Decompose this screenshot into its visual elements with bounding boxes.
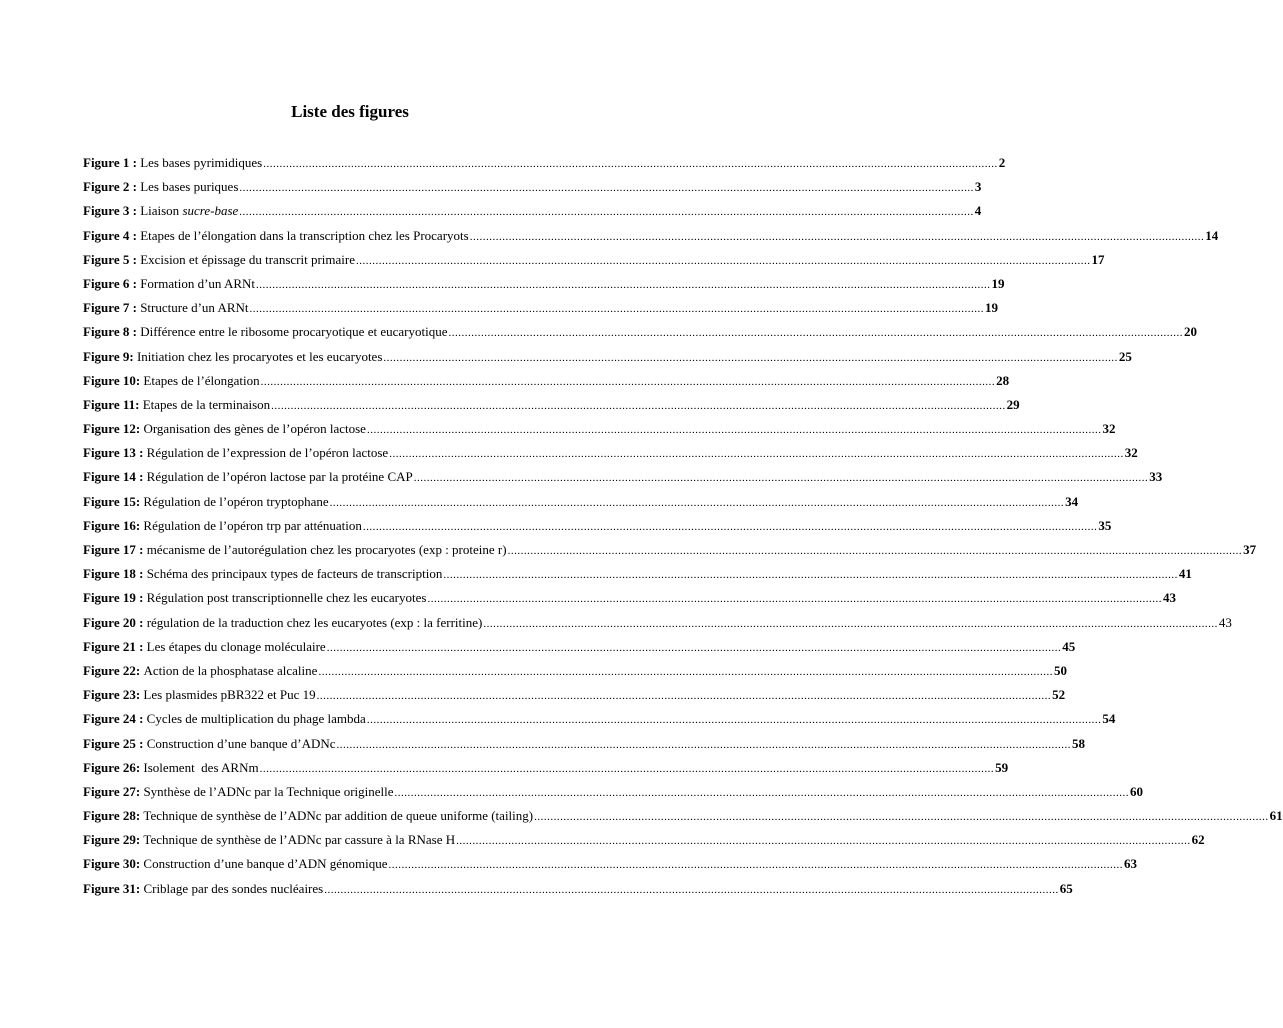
figure-label: Figure 10:	[83, 372, 141, 388]
figure-title	[140, 228, 469, 244]
figure-entry[interactable]	[83, 203, 982, 227]
figure-title-text: Différence entre le ribosome procaryotique et eucaryotique	[140, 324, 448, 340]
figure-label: Figure 30:	[83, 856, 141, 872]
figure-label: Figure 7	[83, 300, 130, 316]
figure-entry[interactable]	[83, 421, 1116, 445]
figure-title	[147, 566, 443, 582]
dot-leader	[250, 303, 985, 315]
figure-separator: :	[135, 783, 144, 799]
figure-entry[interactable]	[83, 445, 1138, 469]
dot-leader	[363, 521, 1098, 533]
figure-title	[140, 155, 262, 171]
dot-leader	[483, 618, 1218, 630]
dot-leader	[448, 327, 1183, 339]
figure-title-text: Régulation de l’opéron trp par atténuation	[143, 517, 362, 533]
figure-title	[147, 469, 413, 485]
figure-title	[140, 324, 447, 340]
figure-label: Figure 4	[83, 227, 130, 243]
page-number: 65	[1059, 880, 1073, 896]
page-number: 32	[1124, 445, 1138, 461]
dot-leader	[534, 811, 1269, 823]
figure-title-text: Les bases pyrimidiques	[140, 155, 263, 170]
page-number: 34	[1065, 493, 1079, 509]
dot-leader	[367, 424, 1102, 436]
figure-entry[interactable]	[83, 687, 1066, 711]
page-number: 58	[1072, 735, 1086, 751]
page-number: 33	[1149, 469, 1163, 485]
page-number: 54	[1102, 711, 1116, 727]
figure-title-text: Les bases puriques	[140, 179, 239, 195]
figure-list	[83, 155, 1283, 905]
page-number: 61	[1269, 808, 1283, 824]
figure-title-text: Technique de synthèse de l’ADNc par addition de queue uniforme (tailing)	[143, 808, 534, 824]
figure-title-text: Etapes de l’élongation dans la transcription chez les Procaryots	[140, 227, 469, 243]
figure-title-text: Formation d’un ARNt	[140, 275, 256, 291]
figure-title	[143, 494, 328, 510]
dot-leader	[395, 787, 1130, 799]
figure-separator: :	[129, 155, 141, 170]
figure-label: Figure 6	[83, 275, 130, 291]
page-number: 25	[1118, 348, 1132, 364]
figure-entry[interactable]	[83, 493, 1079, 518]
figure-title	[143, 373, 259, 389]
page-number: 19	[985, 300, 999, 316]
figure-title	[143, 784, 393, 800]
figure-title-text: Etapes de l’élongation	[143, 372, 260, 388]
figure-label: Figure 26:	[83, 759, 141, 775]
figure-title	[147, 615, 483, 631]
figure-separator: :	[129, 203, 141, 219]
figure-title	[143, 397, 270, 413]
figure-label: Figure 23:	[83, 687, 141, 703]
figure-title-text: Initiation chez les procaryotes et les eucaryotes	[136, 348, 383, 364]
dot-leader	[271, 400, 1006, 412]
dot-leader	[324, 884, 1059, 896]
page-title: Liste des figures	[291, 102, 409, 121]
dot-leader	[318, 666, 1053, 678]
figure-label: Figure 29:	[83, 832, 141, 848]
dot-leader	[239, 206, 974, 218]
figure-title	[143, 832, 455, 848]
figure-title-text: Régulation de l’expression de l’opéron lactose	[146, 445, 389, 461]
figure-title	[137, 349, 382, 365]
figure-title	[147, 639, 326, 655]
figure-entry[interactable]	[83, 711, 1116, 735]
figure-title-text: Technique de synthèse de l’ADNc par cassure à la RNase H	[143, 832, 456, 848]
figure-label: Figure 31	[83, 880, 136, 896]
page-number: 62	[1191, 832, 1205, 848]
dot-leader	[330, 497, 1065, 509]
page-number: 52	[1052, 687, 1066, 703]
figure-separator: :	[135, 566, 147, 582]
figure-separator: :	[135, 396, 143, 412]
dot-leader	[256, 279, 991, 291]
figure-separator: :	[129, 227, 141, 243]
figure-title-text: Les plasmides pBR322 et Puc 19	[143, 687, 316, 703]
figure-title-text: Régulation post transcriptionnelle chez les eucaryotes	[146, 590, 427, 606]
page-number: 20	[1183, 324, 1197, 340]
dot-leader	[427, 593, 1162, 605]
figure-label: Figure 11	[83, 396, 136, 412]
dot-leader	[470, 231, 1205, 243]
dot-leader	[263, 158, 998, 170]
figure-title	[140, 276, 255, 292]
figure-entry[interactable]	[83, 251, 1105, 276]
figure-separator: :	[135, 542, 147, 557]
figure-entry[interactable]	[83, 227, 1219, 252]
page-number: 29	[1006, 396, 1020, 412]
figure-label: Figure 15:	[83, 493, 141, 509]
dot-leader	[456, 835, 1191, 847]
page-number: 50	[1053, 662, 1067, 678]
dot-leader	[443, 569, 1178, 581]
figure-title	[140, 203, 238, 219]
page-number: 37	[1243, 542, 1257, 557]
figure-title	[140, 300, 248, 316]
page-number: 2	[998, 155, 1006, 170]
page-number: 59	[995, 759, 1009, 775]
figure-separator: :	[129, 179, 141, 195]
figure-label: Figure 21 :	[83, 638, 144, 654]
figure-label: Figure 8	[83, 324, 130, 340]
page-number: 63	[1123, 856, 1137, 872]
figure-entry[interactable]	[83, 348, 1132, 373]
figure-entry[interactable]	[83, 759, 1009, 784]
figure-label: Figure 27	[83, 783, 136, 799]
figure-title	[143, 687, 315, 703]
figure-separator: :	[135, 735, 147, 751]
figure-separator: :	[135, 614, 147, 630]
figure-entry[interactable]	[83, 783, 1144, 808]
figure-entry[interactable]	[83, 566, 1192, 590]
figure-title-text: Cycles de multiplication du phage lambda	[146, 711, 366, 727]
figure-title	[143, 856, 387, 872]
figure-label: Figure 16:	[83, 517, 141, 533]
figure-title-text: Criblage par des sondes nucléaires	[143, 880, 324, 896]
figure-title	[143, 808, 533, 824]
figure-label: Figure 12	[83, 421, 136, 437]
dot-leader	[508, 545, 1243, 557]
figure-title-text: Isolement des ARNm	[143, 759, 259, 775]
figure-separator: :	[135, 662, 144, 678]
dot-leader	[261, 376, 996, 388]
figure-label: Figure 28:	[83, 808, 141, 824]
figure-entry[interactable]	[83, 638, 1076, 663]
figure-label: Figure 17	[83, 542, 136, 557]
figure-title-text: Les étapes du clonage moléculaire	[146, 638, 326, 654]
figure-separator: :	[135, 421, 144, 437]
page-number: 32	[1102, 421, 1116, 437]
page-number: 43	[1162, 590, 1176, 606]
dot-leader	[327, 642, 1062, 654]
page-number: 19	[991, 275, 1005, 291]
figure-entry[interactable]	[83, 832, 1205, 856]
figure-title	[147, 736, 336, 752]
figure-entry[interactable]	[83, 614, 1232, 639]
dot-leader	[383, 352, 1118, 364]
figure-title	[143, 663, 317, 679]
dot-leader	[389, 448, 1124, 460]
figure-title	[143, 760, 258, 776]
figure-entry[interactable]	[83, 590, 1176, 614]
figure-separator: :	[129, 348, 137, 364]
figure-title-text: Action de la phosphatase alcaline	[143, 662, 318, 678]
figure-entry[interactable]	[83, 396, 1020, 421]
page-number: 43	[1218, 614, 1232, 630]
dot-leader	[337, 739, 1072, 751]
figure-title-text: Régulation de l’opéron tryptophane	[143, 493, 329, 509]
figure-title-text: Liaison	[140, 203, 183, 219]
figure-label: Figure 1	[83, 155, 130, 170]
figure-title-italic: sucre-base	[182, 203, 239, 219]
figure-title-text: Régulation de l’opéron lactose par la protéine CAP	[146, 469, 413, 485]
figure-label: Figure 5	[83, 251, 130, 267]
dot-leader	[367, 714, 1102, 726]
figure-label: Figure 3	[83, 203, 130, 219]
figure-title	[147, 711, 366, 727]
page-number: 4	[974, 203, 982, 219]
page-number: 41	[1178, 566, 1192, 582]
figure-title-text: Construction d’une banque d’ADNc	[146, 735, 336, 751]
page-number: 3	[974, 179, 982, 195]
figure-entry[interactable]	[83, 372, 1010, 397]
dot-leader	[239, 182, 974, 194]
figure-entry[interactable]	[83, 179, 982, 203]
page-number: 35	[1098, 517, 1112, 533]
figure-entry[interactable]	[83, 662, 1067, 687]
dot-leader	[388, 859, 1123, 871]
figure-title-text: Excision et épissage du transcrit primaire	[140, 251, 355, 267]
figure-title	[143, 881, 323, 897]
figure-label: Figure 13 :	[83, 445, 144, 461]
figure-title-text: Structure d’un ARNt	[140, 300, 249, 316]
figure-title-text: Etapes de la terminaison	[142, 396, 271, 412]
page-number: 14	[1205, 227, 1219, 243]
figure-title-text: Organisation des gènes de l’opéron lactose	[143, 421, 366, 437]
figure-title-text: régulation de la traduction chez les eucaryotes (exp : la ferritine)	[146, 614, 483, 630]
figure-separator: :	[129, 251, 141, 267]
figure-title	[143, 421, 366, 437]
figure-title-text: Construction d’une banque d’ADN génomique	[143, 856, 388, 872]
figure-separator: :	[129, 275, 141, 291]
figure-entry[interactable]	[83, 300, 999, 324]
dot-leader	[317, 690, 1052, 702]
figure-entry[interactable]	[83, 324, 1197, 348]
figure-label: Figure 14 :	[83, 469, 144, 485]
figure-label: Figure 2	[83, 179, 130, 195]
figure-label: Figure 20	[83, 614, 136, 630]
page-number: 60	[1130, 783, 1144, 799]
figure-title	[147, 542, 507, 558]
figure-title	[147, 445, 389, 461]
figure-label: Figure 9	[83, 348, 130, 364]
figure-title-text: Schéma des principaux types de facteurs de transcription	[146, 566, 443, 582]
figure-label: Figure 25	[83, 735, 136, 751]
figure-title-text: mécanisme de l’autorégulation chez les procaryotes (exp : proteine r)	[146, 542, 507, 557]
dot-leader	[414, 472, 1149, 484]
figure-entry[interactable]	[83, 542, 1257, 566]
figure-entry[interactable]	[83, 275, 1005, 300]
figure-label: Figure 22	[83, 662, 136, 678]
page-number: 28	[996, 372, 1010, 388]
figure-title	[140, 179, 238, 195]
figure-label: Figure 18	[83, 566, 136, 582]
figure-label: Figure 19 :	[83, 590, 144, 606]
figure-entry[interactable]	[83, 856, 1137, 880]
figure-entry[interactable]	[83, 808, 1283, 832]
figure-separator: :	[135, 880, 144, 896]
page-number: 45	[1062, 638, 1076, 654]
figure-title	[147, 590, 427, 606]
figure-title	[140, 252, 355, 268]
figure-entry[interactable]	[83, 735, 1086, 760]
figure-entry[interactable]	[83, 469, 1163, 493]
dot-leader	[260, 763, 995, 775]
figure-entry[interactable]	[83, 880, 1073, 905]
figure-title-text: Synthèse de l’ADNc par la Technique originelle	[143, 783, 394, 799]
figure-title	[143, 518, 361, 534]
figure-entry[interactable]	[83, 517, 1112, 542]
figure-label: Figure 24 :	[83, 711, 144, 727]
figure-entry[interactable]	[83, 155, 1006, 179]
figure-separator: :	[129, 324, 141, 340]
dot-leader	[356, 255, 1091, 267]
figure-separator: :	[129, 300, 141, 316]
page-number: 17	[1091, 251, 1105, 267]
